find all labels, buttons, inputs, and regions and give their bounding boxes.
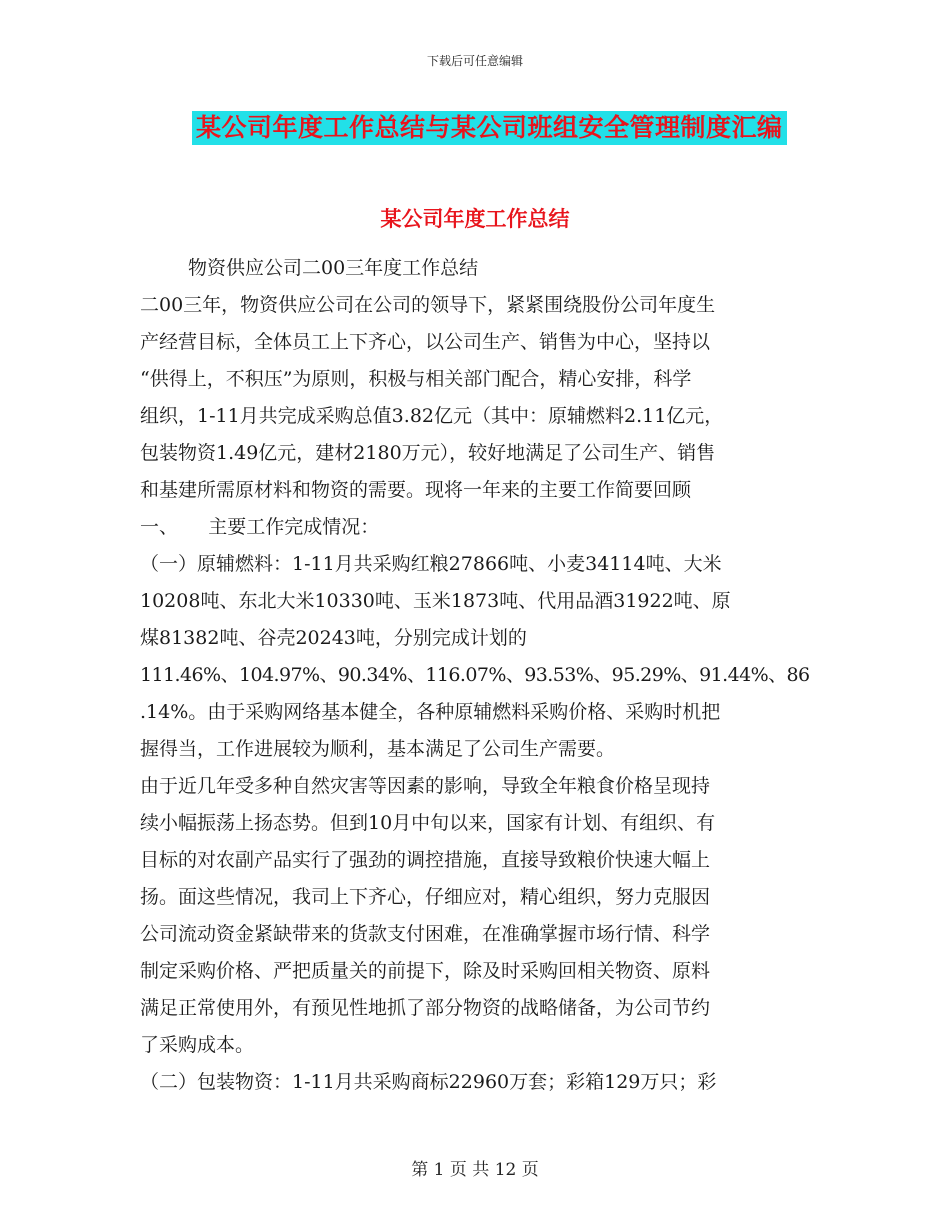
page-footer: 第 1 页 共 12 页 [411, 1160, 539, 1180]
paragraph-line: 和基建所需原材料和物资的需要。现将一年来的主要工作简要回顾 [140, 479, 692, 501]
paragraph-line: （一）原辅燃料：1-11月共采购红粮27866吨、小麦34114吨、大米 [140, 553, 722, 575]
paragraph-line: 公司流动资金紧缺带来的货款支付困难，在准确掌握市场行情、科学 [140, 923, 711, 945]
paragraph-line: 煤81382吨、谷壳20243吨，分别完成计划的 [140, 627, 527, 649]
section-title: 某公司年度工作总结 [380, 207, 570, 231]
main-title-container [192, 111, 787, 145]
section-heading-line: 一、 主要工作完成情况： [140, 516, 380, 538]
paragraph-line: 二00三年，物资供应公司在公司的领导下，紧紧围绕股份公司年度生 [140, 294, 716, 316]
paragraph-line: 扬。面这些情况，我司上下齐心，仔细应对，精心组织，努力克服因 [140, 886, 711, 908]
paragraph-line: 10208吨、东北大米10330吨、玉米1873吨、代用品酒31922吨、原 [140, 590, 731, 612]
paragraph-line: 了采购成本。 [140, 1034, 255, 1056]
paragraph-line: 组织，1-11月共完成采购总值3.82亿元（其中：原辅燃料2.11亿元， [140, 405, 724, 427]
body-text [140, 250, 810, 1101]
paragraph-line: （二）包装物资：1-11月共采购商标22960万套；彩箱129万只；彩 [140, 1071, 717, 1093]
paragraph-line: 物资供应公司二00三年度工作总结 [188, 257, 479, 279]
paragraph-line: 制定采购价格、严把质量关的前提下，除及时采购回相关物资、原料 [140, 960, 711, 982]
paragraph-line: 握得当，工作进展较为顺利，基本满足了公司生产需要。 [140, 738, 616, 760]
header-note: 下载后可任意编辑 [426, 54, 523, 68]
paragraph-line: “供得上，不积压”为原则，积极与相关部门配合，精心安排，科学 [140, 368, 692, 390]
paragraph-line: 目标的对农副产品实行了强劲的调控措施，直接导致粮价快速大幅上 [140, 849, 711, 871]
paragraph-line: 满足正常使用外，有预见性地抓了部分物资的战略储备，为公司节约 [140, 997, 711, 1019]
main-title: 某公司年度工作总结与某公司班组安全管理制度汇编 [192, 111, 787, 145]
paragraph-line: 包装物资1.49亿元，建材2180万元），较好地满足了公司生产、销售 [140, 442, 716, 464]
paragraph-line: 续小幅振荡上扬态势。但到10月中旬以来，国家有计划、有组织、有 [140, 812, 716, 834]
paragraph-line: .14%。由于采购网络基本健全，各种原辅燃料采购价格、采购时机把 [140, 701, 721, 723]
paragraph-line: 产经营目标，全体员工上下齐心，以公司生产、销售为中心，坚持以 [140, 331, 711, 353]
paragraph-line: 由于近几年受多种自然灾害等因素的影响，导致全年粮食价格呈现持 [140, 775, 711, 797]
paragraph-line: 111.46%、104.97%、90.34%、116.07%、93.53%、95.29%、91.44%、86 [140, 664, 810, 686]
